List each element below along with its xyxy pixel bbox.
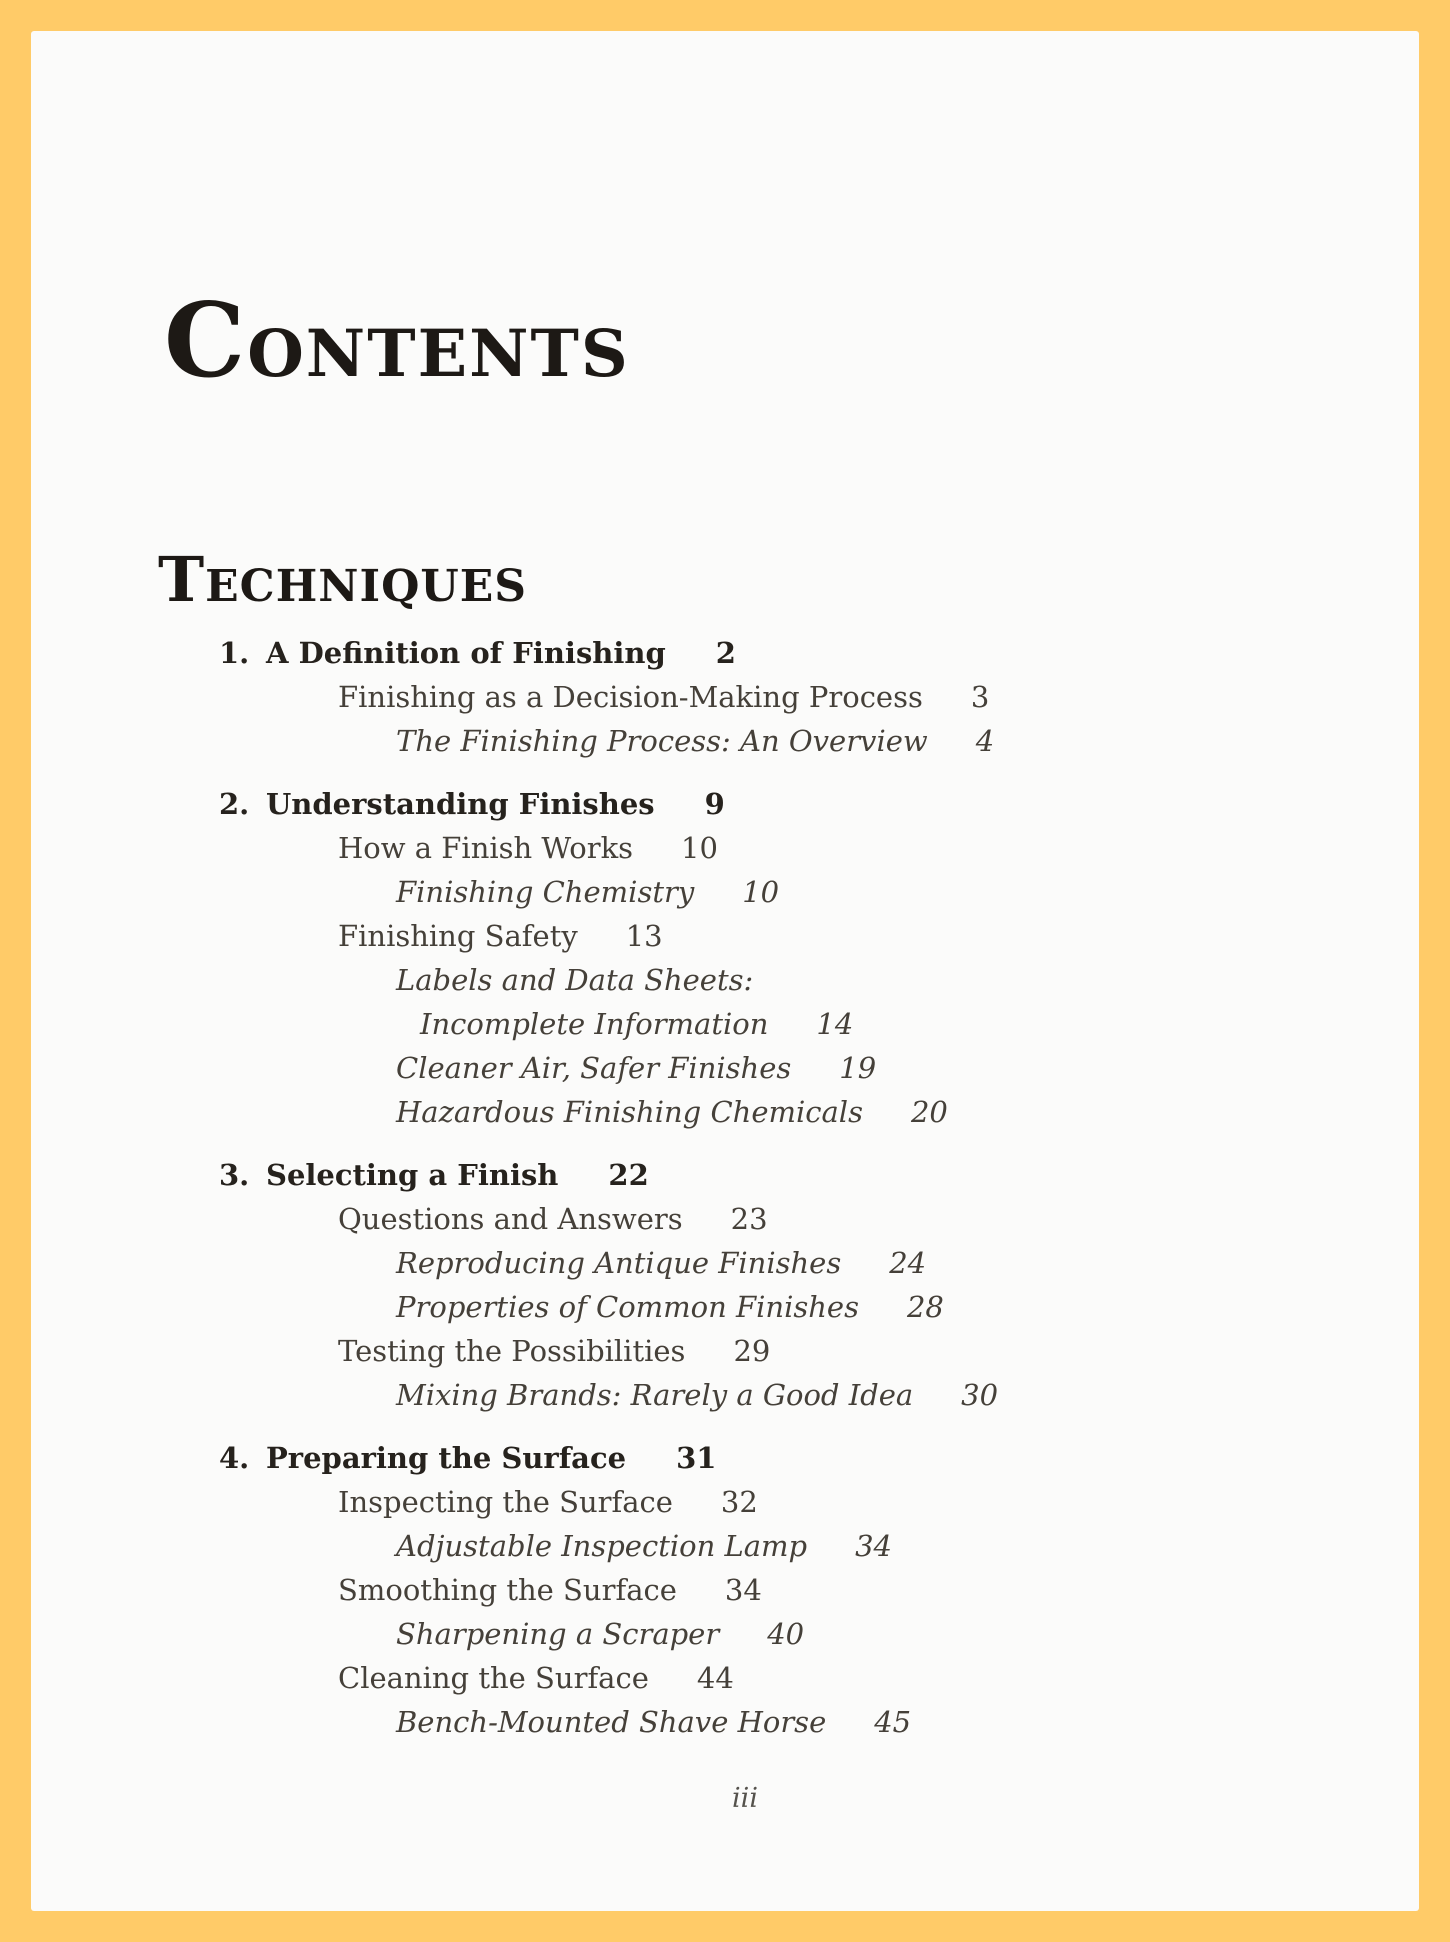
page-title-initial: C [164, 281, 248, 402]
entry-page-number: 20 [910, 1095, 948, 1129]
entry-page-number: 32 [720, 1485, 758, 1519]
entry-label: Hazardous Finishing Chemicals [396, 1095, 863, 1129]
chapter-entries [219, 1197, 1269, 1417]
chapter-entries [219, 826, 1269, 1134]
chapter-page-number: 9 [704, 787, 725, 821]
page-title [164, 281, 630, 402]
chapter-title: Selecting a Finish [266, 1158, 559, 1192]
toc-entry [219, 1524, 1269, 1568]
section-heading [158, 542, 528, 616]
toc-entry [219, 1241, 1269, 1285]
chapter-heading [219, 631, 1269, 675]
toc-entry [219, 1568, 1269, 1612]
toc-entry [219, 1046, 1269, 1090]
entry-label: How a Finish Works [338, 831, 634, 865]
entry-label: Labels and Data Sheets: [396, 963, 754, 997]
entry-page-number: 4 [975, 724, 995, 758]
entry-label: Sharpening a Scraper [396, 1617, 720, 1651]
toc-entry [219, 1656, 1269, 1700]
chapter-title: A Definition of Finishing [266, 636, 666, 670]
entry-page-number: 10 [681, 831, 718, 865]
entry-label: Finishing Safety [338, 919, 578, 953]
entry-label: The Finishing Process: An Overview [396, 724, 928, 758]
entry-page-number: 3 [970, 680, 990, 714]
entry-label: Bench-Mounted Shave Horse [396, 1705, 827, 1739]
toc-entry [219, 1285, 1269, 1329]
entry-label: Inspecting the Surface [338, 1485, 673, 1519]
chapter-number: 1. [219, 636, 250, 670]
chapter-heading [219, 782, 1269, 826]
chapter-page-number: 2 [715, 636, 736, 670]
section-heading-initial: T [158, 542, 206, 616]
chapter-heading [219, 1153, 1269, 1197]
toc-entry [219, 1373, 1269, 1417]
page-number: iii [732, 1783, 758, 1814]
entry-page-number: 34 [855, 1529, 893, 1563]
chapter-page-number: 22 [608, 1158, 649, 1192]
toc-entry [219, 826, 1269, 870]
entry-page-number: 34 [724, 1573, 762, 1607]
toc-entry [219, 958, 1269, 1002]
page-title-rest: ONTENTS [247, 316, 630, 393]
toc-entry [219, 719, 1269, 763]
section-heading-rest: ECHNIQUES [205, 560, 528, 612]
entry-page-number: 44 [696, 1661, 734, 1695]
entry-label: Properties of Common Finishes [396, 1290, 859, 1324]
chapter-title: Preparing the Surface [266, 1441, 627, 1475]
chapter-entries [219, 675, 1269, 763]
entry-label: Mixing Brands: Rarely a Good Idea [396, 1378, 914, 1412]
entry-label: Finishing Chemistry [396, 875, 695, 909]
entry-label: Questions and Answers [338, 1202, 683, 1236]
chapter-number: 4. [219, 1441, 250, 1475]
chapter-entries [219, 1480, 1269, 1744]
chapter-page-number: 31 [676, 1441, 717, 1475]
toc-entry [219, 1612, 1269, 1656]
toc-entry [219, 1002, 1269, 1046]
toc-chapter [219, 1436, 1269, 1744]
chapter-number: 2. [219, 787, 250, 821]
chapter-title: Understanding Finishes [266, 787, 655, 821]
entry-page-number: 10 [742, 875, 780, 909]
toc-entry [219, 1329, 1269, 1373]
toc-chapter [219, 631, 1269, 763]
entry-page-number: 14 [816, 1007, 854, 1041]
toc-list [219, 631, 1269, 1744]
entry-label: Cleaner Air, Safer Finishes [396, 1051, 792, 1085]
entry-page-number: 24 [889, 1246, 927, 1280]
entry-label: Reproducing Antique Finishes [396, 1246, 842, 1280]
entry-page-number: 28 [906, 1290, 944, 1324]
toc-chapter [219, 1153, 1269, 1417]
toc-chapter [219, 782, 1269, 1134]
entry-page-number: 13 [625, 919, 663, 953]
chapter-heading [219, 1436, 1269, 1480]
book-page [31, 31, 1419, 1911]
entry-page-number: 23 [730, 1202, 768, 1236]
entry-label: Adjustable Inspection Lamp [396, 1529, 808, 1563]
toc-entry [219, 914, 1269, 958]
toc-entry [219, 675, 1269, 719]
entry-page-number: 19 [839, 1051, 877, 1085]
entry-label: Smoothing the Surface [338, 1573, 677, 1607]
entry-page-number: 30 [961, 1378, 999, 1412]
toc-entry [219, 870, 1269, 914]
toc-entry [219, 1700, 1269, 1744]
entry-label: Finishing as a Decision-Making Process [338, 680, 923, 714]
entry-page-number: 29 [733, 1334, 771, 1368]
entry-label: Testing the Possibilities [338, 1334, 686, 1368]
toc-entry [219, 1480, 1269, 1524]
entry-page-number: 40 [767, 1617, 805, 1651]
toc-entry [219, 1090, 1269, 1134]
entry-page-number: 45 [874, 1705, 912, 1739]
chapter-number: 3. [219, 1158, 250, 1192]
entry-label: Cleaning the Surface [338, 1661, 649, 1695]
entry-label: Incomplete Information [420, 1007, 769, 1041]
toc-entry [219, 1197, 1269, 1241]
